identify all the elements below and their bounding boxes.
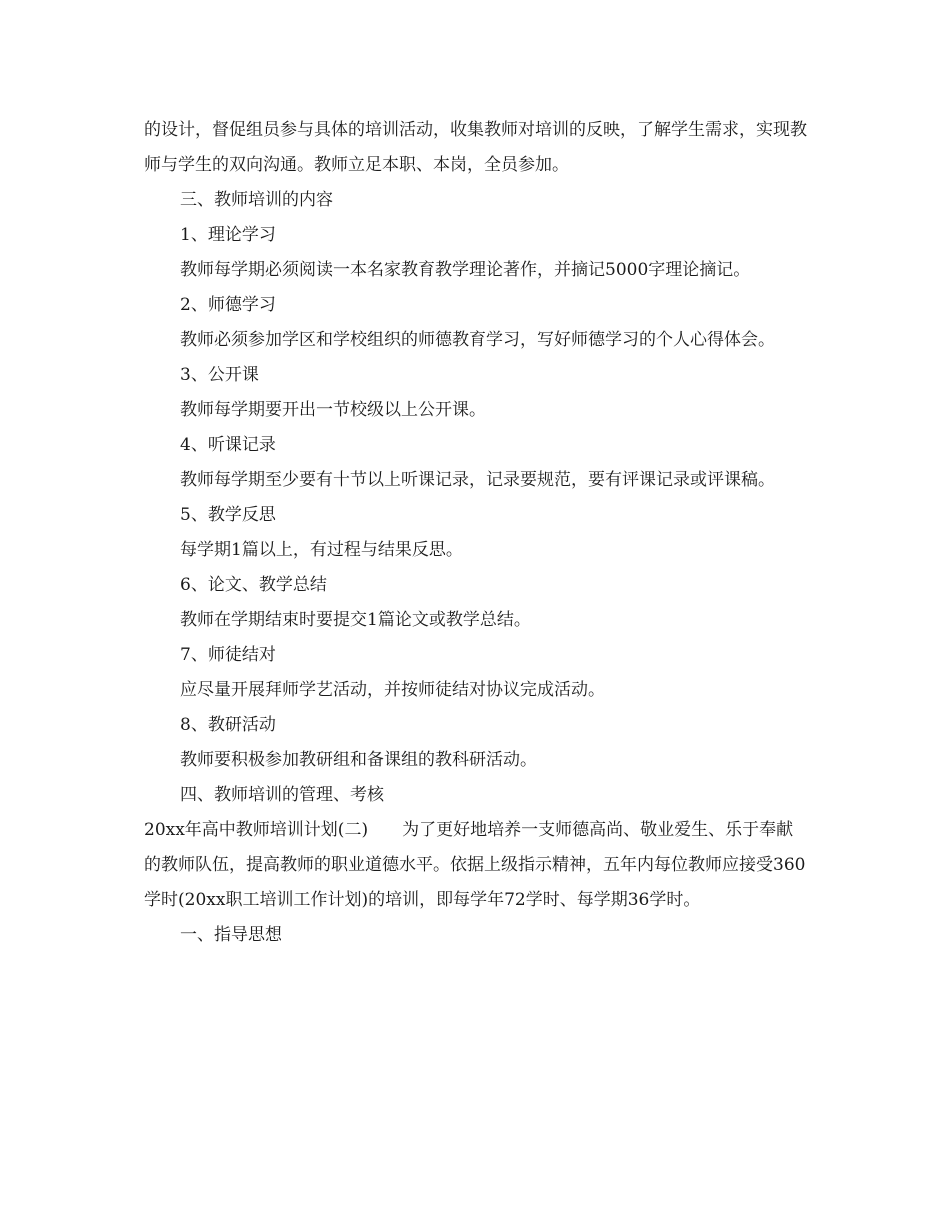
subheading-mentorship: 7、师徒结对	[180, 645, 276, 665]
subheading-open-class: 3、公开课	[180, 365, 259, 385]
section-heading-management: 四、教师培训的管理、考核	[180, 785, 384, 805]
subheading-research-activities: 8、教研活动	[180, 715, 276, 735]
paragraph-theory-study: 教师每学期必须阅读一本名家教育教学理论著作，并摘记5000字理论摘记。	[180, 260, 751, 280]
paragraph-continuation: 的设计，督促组员参与具体的培训活动，收集教师对培训的反映，了解学生需求，实现教师与学生的双向沟通。教师立足本职、本岗，全员参加。	[144, 120, 807, 175]
paragraph-open-class: 教师每学期要开出一节校级以上公开课。	[180, 400, 486, 420]
paragraph-research-activities: 教师要积极参加教研组和备课组的教科研活动。	[180, 750, 537, 770]
subheading-teaching-reflection: 5、教学反思	[180, 505, 276, 525]
subheading-papers-summary: 6、论文、教学总结	[180, 575, 327, 595]
paragraph-ethics-study: 教师必须参加学区和学校组织的师德教育学习，写好师德学习的个人心得体会。	[180, 330, 775, 350]
subheading-theory-study: 1、理论学习	[180, 225, 276, 245]
paragraph-lecture-records: 教师每学期至少要有十节以上听课记录，记录要规范，要有评课记录或评课稿。	[180, 470, 775, 490]
paragraph-papers-summary: 教师在学期结束时要提交1篇论文或教学总结。	[180, 610, 531, 630]
section-heading-content: 三、教师培训的内容	[180, 190, 333, 210]
paragraph-mentorship: 应尽量开展拜师学艺活动，并按师徒结对协议完成活动。	[180, 680, 605, 700]
section-heading-guiding-thought: 一、指导思想	[180, 925, 282, 945]
paragraph-plan-two-intro: 20xx年高中教师培训计划(二) 为了更好地培养一支师德高尚、敬业爱生、乐于奉献的教师队伍，提高教师的职业道德水平。依据上级指示精神，五年内每位教师应接受360学时(20xx职工培训工作计划)的培训，即每学年72学时、每学期36学时。	[144, 820, 806, 910]
subheading-ethics-study: 2、师德学习	[180, 295, 276, 315]
document-body	[144, 113, 808, 953]
paragraph-teaching-reflection: 每学期1篇以上，有过程与结果反思。	[180, 540, 463, 560]
subheading-lecture-records: 4、听课记录	[180, 435, 276, 455]
